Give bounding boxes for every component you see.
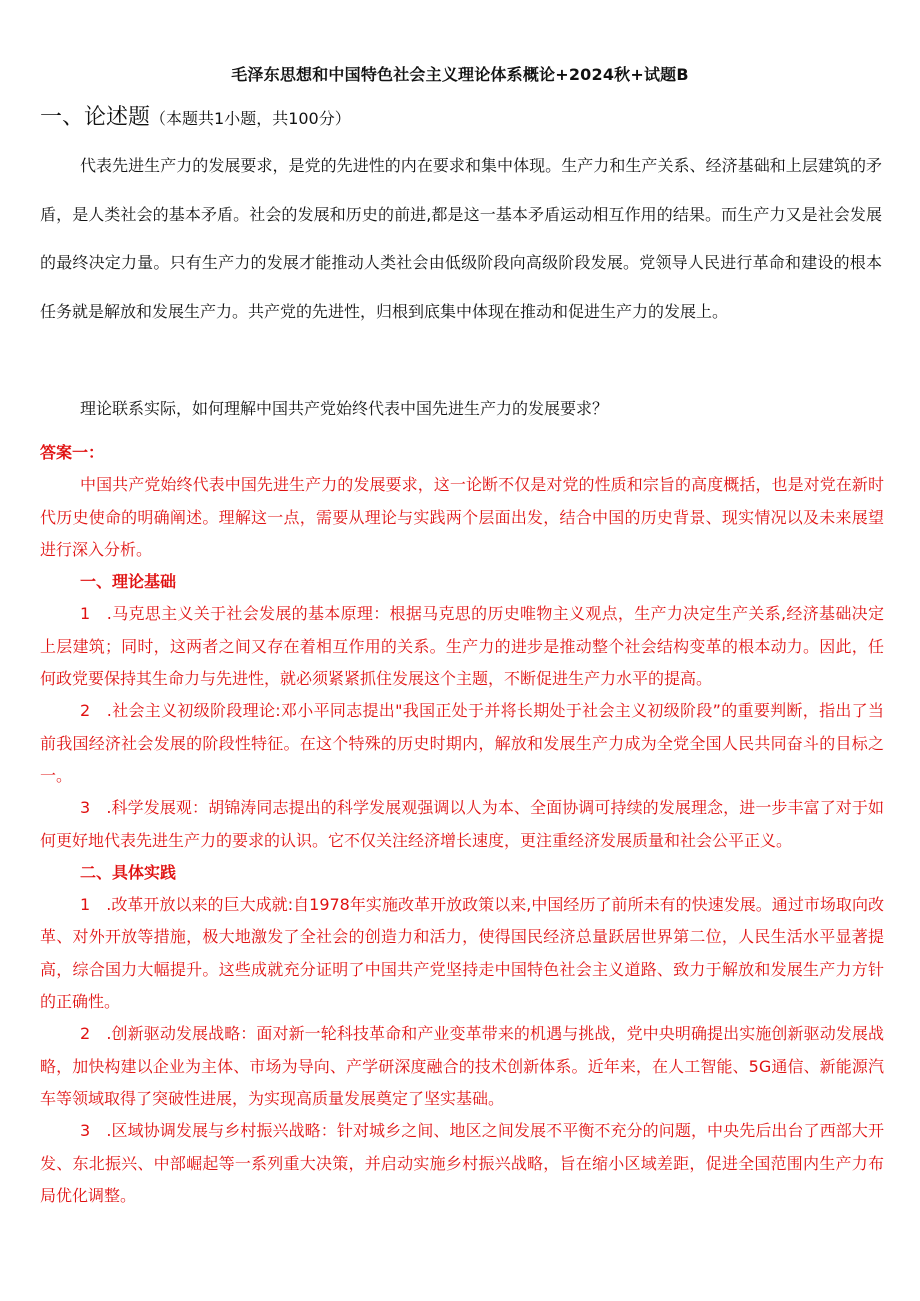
answer-section-heading: 二、具体实践 — [80, 862, 177, 882]
answer-section-heading: 一、理论基础 — [80, 572, 177, 592]
section-heading-note: （本题共1小题，共100分） — [150, 109, 351, 128]
answer-item: 2 .社会主义初级阶段理论:邓小平同志提出"我国正处于并将长期处于社会主义初级阶段”的重要判断，指出了当前我国经济社会发展的阶段性特征。在这个特殊的历史时期内，解放和发展生产力成为全党全国人民共同奋斗的目标之一。 — [40, 701, 884, 785]
question-body: 代表先进生产力的发展要求，是党的先进性的内在要求和集中体现。生产力和生产关系、经济基础和上层建筑的矛盾，是人类社会的基本矛盾。社会的发展和历史的前进,都是这一基本矛盾运动相互作用的结果。而生产力又是社会发展的最终决定力量。只有生产力的发展才能推动人类社会由低级阶段向高级阶段发展。党领导人民进行革命和建设的根本任务就是解放和发展生产力。共产党的先进性，归根到底集中体现在推动和促进生产力的发展上。 — [40, 156, 882, 321]
section-heading-label: 一、论述题 — [40, 105, 151, 130]
question-prompt: 理论联系实际，如何理解中国共产党始终代表中国先进生产力的发展要求？ — [80, 399, 609, 418]
section-heading — [40, 100, 351, 131]
answer-item: 1 .改革开放以来的巨大成就:自1978年实施改革开放政策以来,中国经历了前所未有的快速发展。通过市场取向改革、对外开放等措施，极大地激发了全社会的创造力和活力，使得国民经济总量跃居世界第二位，人民生活水平显著提高，综合国力大幅提升。这些成就充分证明了中国共产党坚持走中国特色社会主义道路、致力于解放和发展生产力方针的正确性。 — [40, 895, 884, 1012]
answer-label: 答案一： — [40, 443, 105, 462]
answer-item: 2 .创新驱动发展战略：面对新一轮科技革命和产业变革带来的机遇与挑战，党中央明确提出实施创新驱动发展战略，加快构建以企业为主体、市场为导向、产学研深度融合的技术创新体系。近年来，在人工智能、5G通信、新能源汽车等领域取得了突破性进展，为实现高质量发展奠定了坚实基础。 — [40, 1024, 884, 1108]
answer-item: 3 .区域协调发展与乡村振兴战略：针对城乡之间、地区之间发展不平衡不充分的问题，中央先后出台了西部大开发、东北振兴、中部崛起等一系列重大决策，并启动实施乡村振兴战略，旨在缩小区域差距，促进全国范围内生产力布局优化调整。 — [40, 1121, 884, 1205]
answer-item: 3 .科学发展观：胡锦涛同志提出的科学发展观强调以人为本、全面协调可持续的发展理念，进一步丰富了对于如何更好地代表先进生产力的要求的认识。它不仅关注经济增长速度，更注重经济发展质量和社会公平正义。 — [40, 798, 884, 850]
document-title: 毛泽东思想和中国特色社会主义理论体系概论+2024秋+试题B — [231, 65, 689, 84]
answer-item: 1 .马克思主义关于社会发展的基本原理：根据马克思的历史唯物主义观点，生产力决定生产关系,经济基础决定上层建筑；同时，这两者之间又存在着相互作用的关系。生产力的进步是推动整个社会结构变革的根本动力。因此，任何政党要保持其生命力与先进性，就必须紧紧抓住发展这个主题，不断促进生产力水平的提高。 — [40, 604, 884, 689]
answer-block — [40, 437, 884, 1212]
answer-intro: 中国共产党始终代表中国先进生产力的发展要求，这一论断不仅是对党的性质和宗旨的高度概括，也是对党在新时代历史使命的明确阐述。理解这一点，需要从理论与实践两个层面出发，结合中国的历史背景、现实情况以及未来展望进行深入分析。 — [40, 475, 884, 559]
